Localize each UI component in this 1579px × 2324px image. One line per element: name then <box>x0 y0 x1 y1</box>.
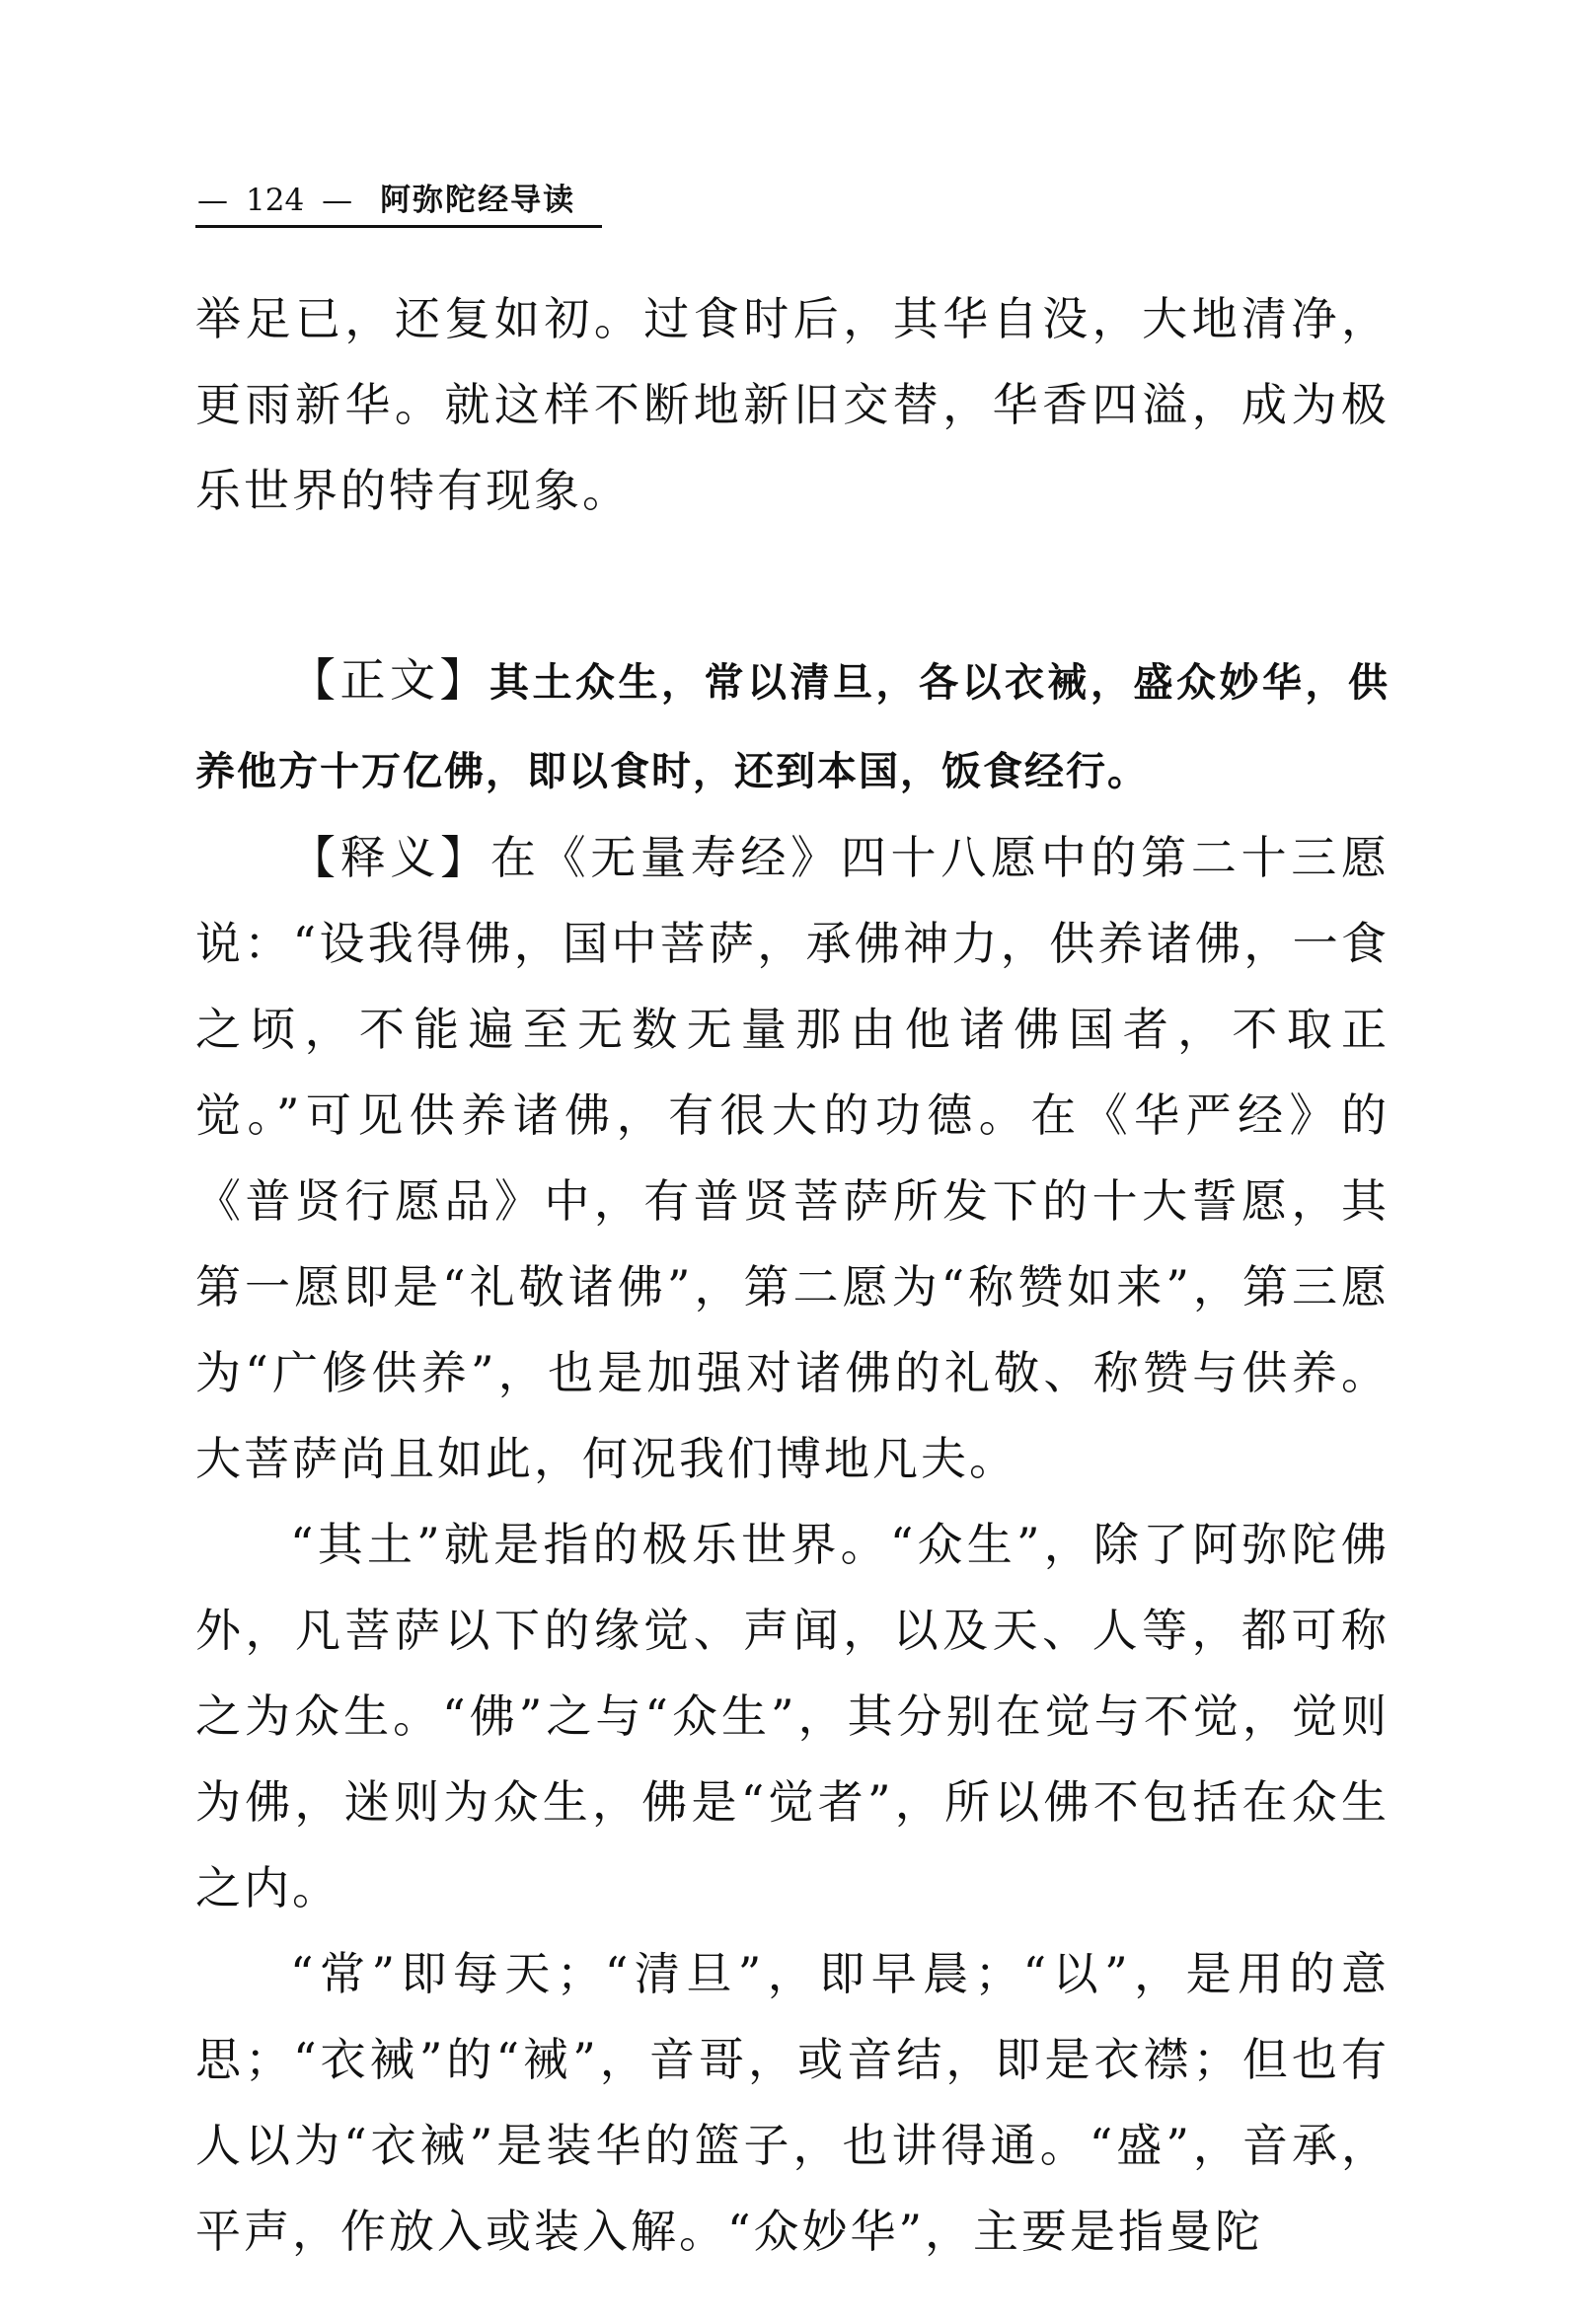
paragraph-chang: “常”即每天；“清旦”，即早晨；“以”，是用的意思；“衣裓”的“裓”，音哥，或音结，即是衣襟；但也有人以为“衣裓”是装华的篮子，也讲得通。“盛”，音承，平声，作放入或装入解。“众妙华”，主要是指曼陀 <box>195 1947 1390 2258</box>
paragraph-zhengwen <box>195 637 1390 815</box>
header-rule <box>195 225 602 228</box>
zhengwen-text: 其土众生，常以清旦，各以衣裓，盛众妙华，供养他方十万亿佛，即以食时，还到本国，饭食经行。 <box>195 660 1390 794</box>
zhengwen-label: 【正文】 <box>290 653 489 707</box>
paragraph-shiyi <box>195 815 1390 1502</box>
paragraph-qitu: “其土”就是指的极乐世界。“众生”，除了阿弥陀佛外，凡菩萨以下的缘觉、声闻，以及天、人等，都可称之为众生。“佛”之与“众生”，其分别在觉与不觉，觉则为佛，迷则为众生，佛是“觉者”，所以佛不包括在众生之内。 <box>195 1518 1390 1914</box>
shiyi-label: 【释义】 <box>290 831 490 884</box>
shiyi-text: 在《无量寿经》四十八愿中的第二十三愿说：“设我得佛，国中菩萨，承佛神力，供养诸佛，一食之顷，不能遍至无数无量那由他诸佛国者，不取正觉。”可见供养诸佛，有很大的功德。在《华严经》的《普贤行愿品》中，有普贤菩萨所发下的十大誓愿，其第一愿即是“礼敬诸佛”，第二愿为“称赞如来”，第三愿为“广修供养”，也是加强对诸佛的礼敬、称赞与供养。大菩萨尚且如此，何况我们博地凡夫。 <box>195 831 1391 1485</box>
book-title: 阿弥陀经导读 <box>380 183 576 218</box>
paragraph-continuation: 举足已，还复如初。过食时后，其华自没，大地清净，更雨新华。就这样不断地新旧交替，华香四溢，成为极乐世界的特有现象。 <box>195 292 1390 517</box>
body-text <box>195 276 1390 2275</box>
running-head <box>197 173 612 228</box>
header-dash-left: — <box>197 183 228 218</box>
page-number: 124 <box>246 183 305 218</box>
header-dash-right: — <box>322 183 353 218</box>
